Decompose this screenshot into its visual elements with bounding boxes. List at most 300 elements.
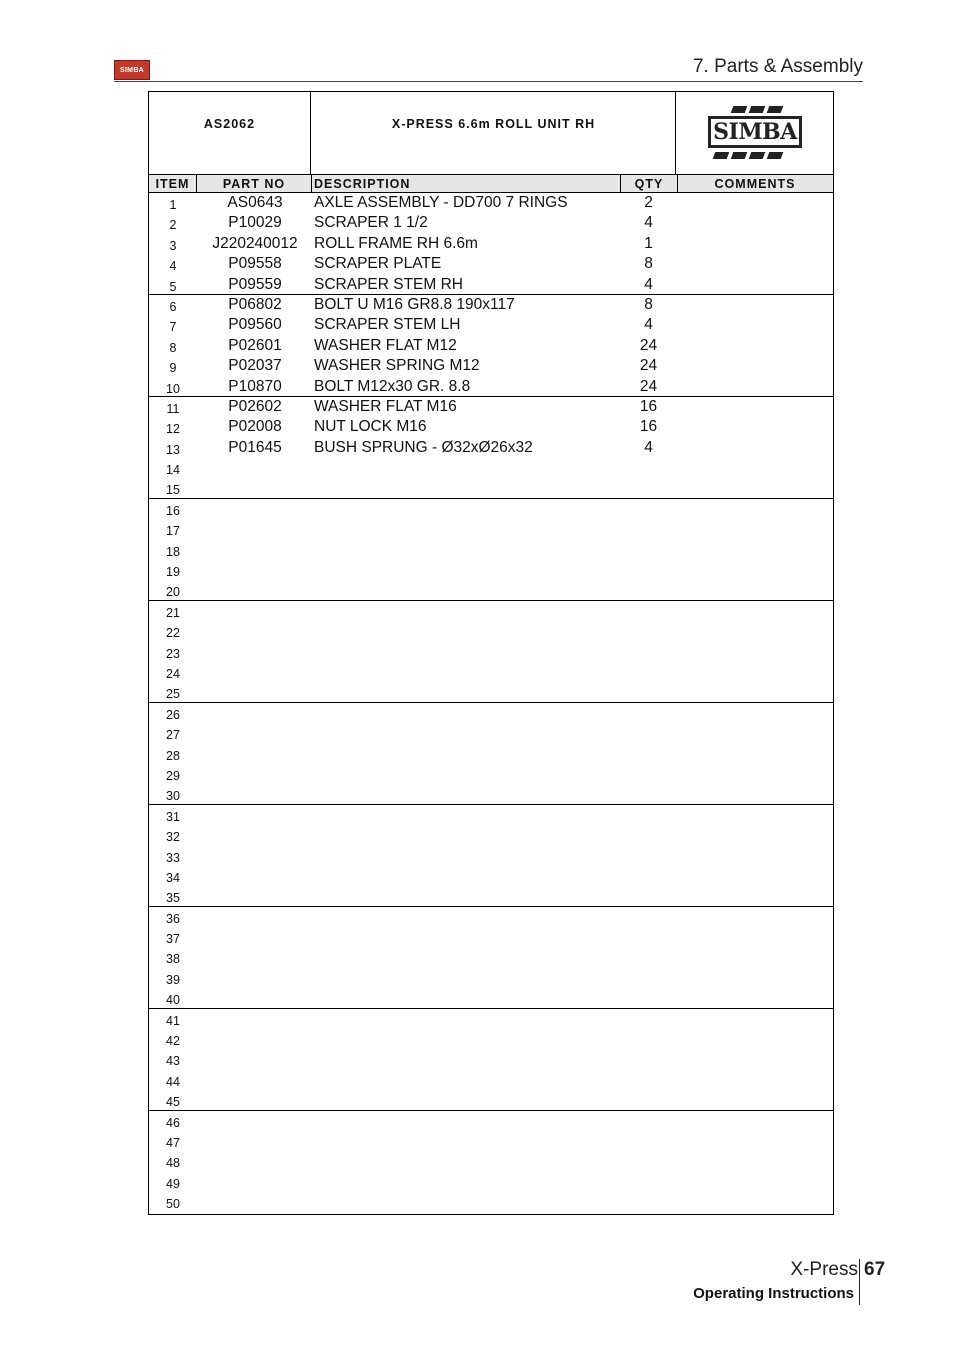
- part-description: AXLE ASSEMBLY - DD700 7 RINGS: [314, 194, 568, 211]
- part-number: [197, 642, 313, 662]
- table-row: [149, 662, 833, 682]
- item-number: 32: [166, 830, 180, 845]
- col-header-part-no: PART NO: [197, 175, 312, 193]
- part-comments: [677, 315, 833, 335]
- part-qty: [620, 580, 677, 600]
- part-qty: [620, 1009, 677, 1029]
- part-number: J220240012: [212, 234, 298, 252]
- item-number: 34: [166, 870, 180, 885]
- footer-product: X-Press: [790, 1259, 858, 1280]
- item-number: 6: [169, 299, 177, 314]
- item-number: 27: [166, 728, 180, 743]
- table-row: [149, 336, 833, 356]
- table-row: [149, 315, 833, 335]
- table-row: [149, 275, 833, 295]
- part-comments: [677, 988, 833, 1008]
- part-qty: [620, 784, 677, 804]
- item-number: 12: [166, 422, 180, 437]
- part-description: [314, 927, 619, 947]
- part-qty: [620, 1090, 677, 1110]
- part-comments: [677, 234, 833, 254]
- table-row: [149, 805, 833, 825]
- part-description: [314, 580, 619, 600]
- item-number: 42: [166, 1034, 180, 1049]
- part-qty: [620, 478, 677, 498]
- part-qty: [620, 560, 677, 580]
- item-number: 41: [166, 1013, 180, 1028]
- footer-divider: [859, 1259, 860, 1305]
- part-description: [314, 723, 619, 743]
- logo-stripe: [767, 152, 784, 159]
- part-comments: [677, 907, 833, 927]
- part-description: [314, 886, 619, 906]
- part-number: [197, 1049, 313, 1069]
- part-qty: 4: [644, 316, 653, 334]
- part-description: [314, 825, 619, 845]
- part-comments: [677, 438, 833, 458]
- item-number: 1: [169, 198, 177, 212]
- item-number: 22: [166, 626, 180, 641]
- part-number: [197, 1172, 313, 1192]
- part-number: [197, 927, 313, 947]
- part-number: [197, 764, 313, 784]
- part-description: [314, 866, 619, 886]
- part-description: [314, 703, 619, 723]
- part-number: [197, 1070, 313, 1090]
- part-comments: [677, 377, 833, 397]
- table-row: [149, 519, 833, 539]
- part-description: [314, 1151, 619, 1171]
- part-number: [197, 499, 313, 519]
- part-qty: [620, 1192, 677, 1212]
- part-number: [197, 621, 313, 641]
- table-row: [149, 601, 833, 621]
- part-comments: [677, 886, 833, 906]
- part-description: [314, 968, 619, 988]
- part-description: [314, 540, 619, 560]
- part-comments: [677, 1090, 833, 1110]
- item-number: 15: [166, 483, 180, 498]
- part-qty: [620, 1151, 677, 1171]
- table-row: [149, 784, 833, 804]
- part-qty: [620, 642, 677, 662]
- part-number: [197, 580, 313, 600]
- table-row: [149, 580, 833, 600]
- item-number: 11: [166, 401, 180, 416]
- col-header-comments: COMMENTS: [714, 177, 796, 191]
- part-comments: [677, 336, 833, 356]
- part-description: [314, 1029, 619, 1049]
- table-row: [149, 1192, 833, 1212]
- part-description: SCRAPER STEM RH: [314, 275, 463, 293]
- table-row: [149, 682, 833, 702]
- item-number: 24: [166, 666, 180, 681]
- table-row: [149, 1172, 833, 1192]
- part-number: [197, 744, 313, 764]
- item-number: 5: [169, 279, 177, 294]
- logo-stripe: [713, 152, 730, 159]
- part-comments: [677, 275, 833, 295]
- part-comments: [677, 193, 833, 213]
- part-qty: [620, 886, 677, 906]
- page-number: 67: [864, 1259, 886, 1280]
- table-row: [149, 1049, 833, 1069]
- part-qty: [620, 703, 677, 723]
- table-row: [149, 295, 833, 315]
- part-number: P09560: [228, 316, 282, 334]
- part-number: [197, 662, 313, 682]
- part-comments: [677, 519, 833, 539]
- part-description: [314, 744, 619, 764]
- item-number: 9: [169, 361, 177, 376]
- item-number: 49: [166, 1176, 180, 1191]
- part-description: [314, 846, 619, 866]
- item-number: 29: [166, 768, 180, 783]
- table-row: [149, 1151, 833, 1171]
- assembly-number: AS2062: [149, 92, 311, 174]
- part-description: BOLT M12x30 GR. 8.8: [314, 377, 471, 395]
- assembly-name: X-PRESS 6.6m ROLL UNIT RH: [312, 92, 676, 174]
- table-row: [149, 254, 833, 274]
- item-number: 7: [169, 320, 177, 335]
- part-comments: [677, 947, 833, 967]
- table-row: [149, 499, 833, 519]
- part-description: [314, 1131, 619, 1151]
- part-description: [314, 1192, 619, 1212]
- part-comments: [677, 1192, 833, 1212]
- item-number: 17: [166, 524, 180, 539]
- part-qty: 8: [644, 255, 653, 273]
- part-number: P02602: [228, 397, 282, 415]
- part-comments: [677, 601, 833, 621]
- item-number: 50: [166, 1197, 180, 1212]
- footer-subtitle: Operating Instructions: [693, 1285, 854, 1302]
- part-number: P09559: [228, 275, 282, 293]
- table-row: [149, 1111, 833, 1131]
- table-row: [149, 560, 833, 580]
- part-comments: [677, 1172, 833, 1192]
- part-description: [314, 784, 619, 804]
- part-number: P02601: [228, 336, 282, 354]
- part-qty: [620, 540, 677, 560]
- part-qty: 4: [644, 438, 653, 456]
- part-qty: [620, 907, 677, 927]
- part-number: P09558: [228, 255, 282, 273]
- sheet-title-row: [149, 92, 833, 174]
- part-qty: [620, 744, 677, 764]
- parts-sheet: [148, 91, 834, 1215]
- item-number: 13: [166, 442, 180, 457]
- part-number: [197, 458, 313, 478]
- part-number: AS0643: [227, 194, 283, 211]
- item-number: 25: [166, 687, 180, 702]
- part-description: [314, 1009, 619, 1029]
- table-row: [149, 968, 833, 988]
- part-description: ROLL FRAME RH 6.6m: [314, 234, 478, 252]
- item-number: 37: [166, 932, 180, 947]
- part-number: P02008: [228, 418, 282, 436]
- part-qty: [620, 866, 677, 886]
- part-comments: [677, 784, 833, 804]
- part-qty: [620, 499, 677, 519]
- table-row: [149, 947, 833, 967]
- part-comments: [677, 1009, 833, 1029]
- item-number: 46: [166, 1115, 180, 1130]
- part-number: [197, 1111, 313, 1131]
- part-comments: [677, 703, 833, 723]
- part-description: BOLT U M16 GR8.8 190x117: [314, 295, 515, 313]
- part-comments: [677, 968, 833, 988]
- part-qty: 24: [639, 336, 658, 354]
- table-row: [149, 397, 833, 417]
- part-comments: [677, 723, 833, 743]
- item-number: 23: [166, 646, 180, 661]
- part-description: [314, 805, 619, 825]
- simba-logo: [706, 102, 804, 164]
- part-comments: [677, 1131, 833, 1151]
- part-description: BUSH SPRUNG - Ø32xØ26x32: [314, 438, 533, 456]
- section-title: 7. Parts & Assembly: [692, 56, 863, 77]
- table-row: [149, 540, 833, 560]
- part-number: [197, 1192, 313, 1212]
- part-comments: [677, 1111, 833, 1131]
- col-header-qty: QTY: [620, 175, 678, 193]
- item-number: 26: [166, 707, 180, 722]
- table-row: [149, 1131, 833, 1151]
- part-qty: [620, 1070, 677, 1090]
- part-comments: [677, 458, 833, 478]
- item-number: 21: [166, 605, 180, 620]
- parts-rows: [149, 193, 833, 1213]
- part-comments: [677, 1029, 833, 1049]
- part-qty: [620, 1029, 677, 1049]
- logo-stripe: [731, 152, 748, 159]
- table-row: [149, 234, 833, 254]
- part-comments: [677, 295, 833, 315]
- part-comments: [677, 866, 833, 886]
- part-description: NUT LOCK M16: [314, 418, 427, 436]
- part-number: [197, 540, 313, 560]
- table-row: [149, 866, 833, 886]
- part-description: [314, 642, 619, 662]
- part-description: SCRAPER STEM LH: [314, 316, 461, 334]
- item-number: 3: [169, 238, 177, 253]
- part-comments: [677, 825, 833, 845]
- part-number: [197, 1009, 313, 1029]
- table-row: [149, 1009, 833, 1029]
- part-comments: [677, 356, 833, 376]
- part-comments: [677, 540, 833, 560]
- table-row: [149, 621, 833, 641]
- part-qty: [620, 1172, 677, 1192]
- item-number: 43: [166, 1054, 180, 1069]
- logo-stripe: [767, 106, 784, 113]
- part-description: [314, 764, 619, 784]
- table-row: [149, 825, 833, 845]
- part-number: P10870: [228, 377, 282, 395]
- part-number: [197, 947, 313, 967]
- part-number: [197, 1151, 313, 1171]
- part-description: [314, 1172, 619, 1192]
- table-row: [149, 927, 833, 947]
- simba-logo-cell: [677, 92, 833, 174]
- part-description: [314, 1049, 619, 1069]
- header-rule: [114, 81, 863, 82]
- part-qty: [620, 988, 677, 1008]
- part-number: [197, 825, 313, 845]
- part-qty: 16: [639, 397, 658, 415]
- table-row: [149, 377, 833, 397]
- part-qty: 4: [644, 214, 653, 232]
- part-comments: [677, 417, 833, 437]
- table-row: [149, 438, 833, 458]
- part-qty: [620, 764, 677, 784]
- item-number: 2: [169, 218, 177, 233]
- table-row: [149, 764, 833, 784]
- item-number: 31: [166, 809, 180, 824]
- part-number: P10029: [228, 214, 282, 232]
- table-row: [149, 1070, 833, 1090]
- table-row: [149, 458, 833, 478]
- table-row: [149, 703, 833, 723]
- part-comments: [677, 805, 833, 825]
- part-comments: [677, 499, 833, 519]
- item-number: 16: [166, 503, 180, 518]
- item-number: 40: [166, 993, 180, 1008]
- part-qty: [620, 927, 677, 947]
- part-comments: [677, 682, 833, 702]
- part-number: [197, 1029, 313, 1049]
- table-row: [149, 907, 833, 927]
- part-description: [314, 601, 619, 621]
- part-qty: [620, 519, 677, 539]
- part-comments: [677, 580, 833, 600]
- table-row: [149, 478, 833, 498]
- item-number: 47: [166, 1135, 180, 1150]
- item-number: 44: [166, 1074, 180, 1089]
- part-qty: [620, 1049, 677, 1069]
- item-number: 45: [166, 1095, 180, 1110]
- part-number: [197, 846, 313, 866]
- part-description: WASHER FLAT M16: [314, 397, 457, 415]
- part-number: [197, 478, 313, 498]
- part-qty: [620, 682, 677, 702]
- part-qty: 24: [639, 377, 658, 395]
- part-qty: [620, 1131, 677, 1151]
- part-number: [197, 560, 313, 580]
- part-description: [314, 947, 619, 967]
- column-headers: [149, 174, 833, 193]
- part-comments: [677, 927, 833, 947]
- part-description: [314, 988, 619, 1008]
- part-comments: [677, 744, 833, 764]
- table-row: [149, 886, 833, 906]
- part-number: [197, 907, 313, 927]
- item-number: 30: [166, 789, 180, 804]
- item-number: 18: [166, 544, 180, 559]
- part-qty: [620, 1111, 677, 1131]
- col-header-item: ITEM: [149, 175, 197, 193]
- item-number: 33: [166, 850, 180, 865]
- part-description: SCRAPER 1 1/2: [314, 214, 428, 232]
- part-description: [314, 1070, 619, 1090]
- part-description: [314, 478, 619, 498]
- part-qty: 1: [644, 234, 653, 252]
- part-description: [314, 682, 619, 702]
- item-number: 38: [166, 952, 180, 967]
- part-qty: 24: [639, 357, 658, 375]
- part-qty: [620, 825, 677, 845]
- part-description: [314, 621, 619, 641]
- part-number: [197, 519, 313, 539]
- item-number: 35: [166, 891, 180, 906]
- table-row: [149, 988, 833, 1008]
- part-number: [197, 886, 313, 906]
- part-number: [197, 723, 313, 743]
- part-comments: [677, 846, 833, 866]
- part-qty: 8: [644, 295, 653, 313]
- part-number: [197, 1131, 313, 1151]
- table-row: [149, 642, 833, 662]
- table-row: [149, 417, 833, 437]
- part-qty: [620, 723, 677, 743]
- part-comments: [677, 1070, 833, 1090]
- item-number: 39: [166, 972, 180, 987]
- part-number: P02037: [228, 357, 282, 375]
- part-number: [197, 805, 313, 825]
- item-number: 14: [166, 463, 180, 478]
- part-description: [314, 499, 619, 519]
- part-number: [197, 703, 313, 723]
- part-description: [314, 907, 619, 927]
- part-comments: [677, 1151, 833, 1171]
- col-header-description: DESCRIPTION: [314, 177, 411, 191]
- table-row: [149, 213, 833, 233]
- part-description: SCRAPER PLATE: [314, 255, 442, 273]
- part-number: [197, 866, 313, 886]
- item-number: 10: [166, 381, 180, 396]
- part-qty: 4: [644, 275, 653, 293]
- part-qty: [620, 805, 677, 825]
- part-qty: [620, 947, 677, 967]
- part-qty: 16: [639, 418, 658, 436]
- part-number: [197, 988, 313, 1008]
- part-qty: 2: [644, 194, 653, 211]
- part-description: [314, 458, 619, 478]
- part-comments: [677, 397, 833, 417]
- table-row: [149, 356, 833, 376]
- part-comments: [677, 213, 833, 233]
- part-qty: [620, 846, 677, 866]
- part-number: [197, 784, 313, 804]
- part-number: [197, 968, 313, 988]
- header-logo: SIMBA: [114, 60, 150, 80]
- part-description: [314, 1111, 619, 1131]
- part-qty: [620, 601, 677, 621]
- item-number: 4: [169, 259, 177, 274]
- part-comments: [677, 254, 833, 274]
- part-description: [314, 1090, 619, 1110]
- table-row: [149, 1029, 833, 1049]
- item-number: 8: [169, 340, 177, 355]
- part-comments: [677, 764, 833, 784]
- part-number: [197, 682, 313, 702]
- table-row: [149, 1090, 833, 1110]
- table-row: [149, 723, 833, 743]
- item-number: 48: [166, 1156, 180, 1171]
- simba-logo-text: SIMBA: [708, 116, 802, 148]
- part-description: WASHER FLAT M12: [314, 336, 457, 354]
